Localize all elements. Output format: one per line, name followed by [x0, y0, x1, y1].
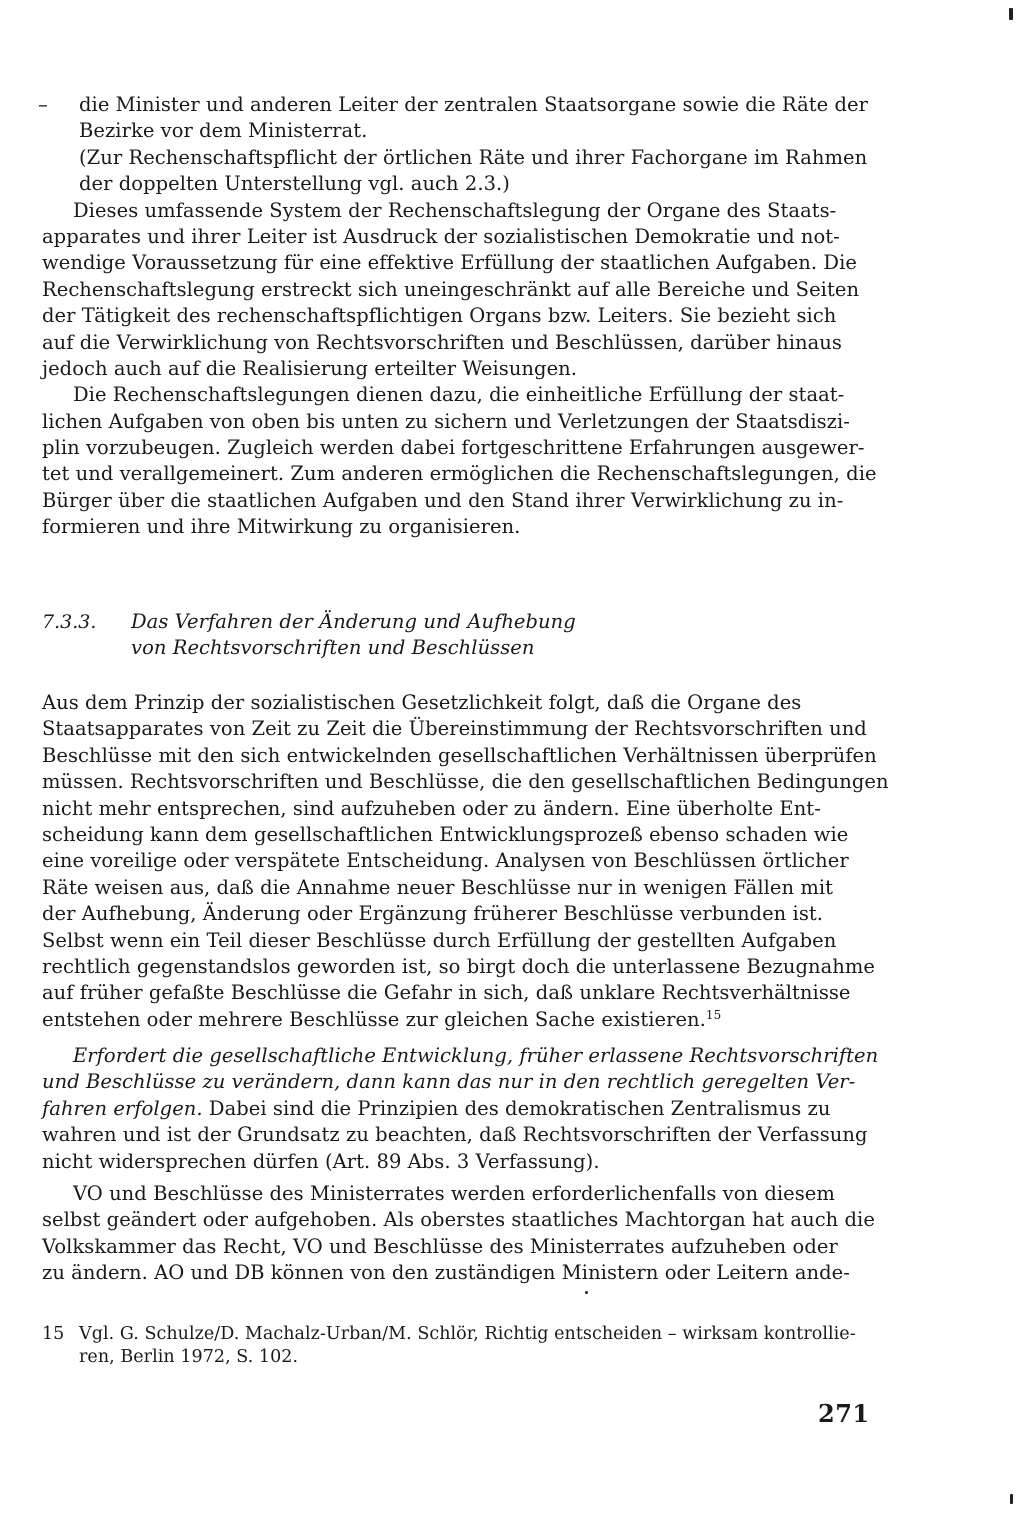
text-line: Staatsapparates von Zeit zu Zeit die Übereinstimmung der Rechtsvorschriften und [42, 717, 867, 741]
text-line-italic: und Beschlüsse zu verändern, dann kann das nur in den rechtlich geregelten Ver- [42, 1070, 856, 1094]
text-line: Räte weisen aus, daß die Annahme neuer Beschlüsse nur in wenigen Fällen mit [42, 875, 834, 899]
text-line: Selbst wenn ein Teil dieser Beschlüsse durch Erfüllung der gestellten Aufgaben [42, 928, 837, 952]
text-line: Aus dem Prinzip der sozialistischen Gesetzlichkeit folgt, daß die Organe des [42, 691, 802, 714]
text-line: selbst geändert oder aufgehoben. Als oberstes staatliches Machtorgan hat auch die [42, 1208, 875, 1232]
text-line: plin vorzubeugen. Zugleich werden dabei fortgeschrittene Erfahrungen ausgewer- [42, 436, 865, 460]
text-line: nicht widersprechen dürfen (Art. 89 Abs. 3 Verfassung). [42, 1149, 600, 1173]
scan-speck [1009, 8, 1013, 20]
top-text-block [38, 92, 877, 541]
text-line: Bezirke vor dem Ministerrat. [79, 119, 368, 143]
text-line: wahren und ist der Grundsatz zu beachten, daß Rechtsvorschriften der Verfassung [42, 1123, 868, 1147]
text-line: lichen Aufgaben von oben bis unten zu sichern und Verletzungen der Staatsdiszi- [42, 409, 850, 433]
text-line: eine voreilige oder verspätete Entscheidung. Analysen von Beschlüssen örtlicher [42, 849, 849, 873]
footnote [42, 1323, 882, 1368]
text-line: Die Rechenschaftslegungen dienen dazu, die einheitliche Erfüllung der staat- [73, 383, 845, 407]
list-dash: – [38, 93, 48, 116]
text-line: die Minister und anderen Leiter der zentralen Staatsorgane sowie die Räte der [79, 93, 868, 116]
text-line: VO und Beschlüsse des Ministerrates werden erforderlichenfalls von diesem [73, 1182, 835, 1205]
list-item-minister [38, 92, 870, 118]
scan-speck [585, 1291, 588, 1294]
footnote-text: Vgl. G. Schulze/D. Machalz-Urban/M. Schlör, Richtig entscheiden – wirksam kontrollie- [79, 1324, 856, 1344]
text-line: müssen. Rechtsvorschriften und Beschlüsse, die den gesellschaftlichen Bedingungen [42, 770, 889, 794]
italic-phrase: fahren erfolgen. [42, 1096, 203, 1120]
text-line: (Zur Rechenschaftspflicht der örtlichen Räte und ihrer Fachorgane im Rahmen [79, 145, 868, 169]
text-line: rechtlich gegenstandslos geworden ist, so birgt doch die unterlassene Bezugnahme [42, 954, 876, 978]
text-line: wendige Voraussetzung für eine effektive Erfüllung der staatlichen Aufgaben. Die [42, 251, 857, 275]
text-line-italic: Erfordert die gesellschaftliche Entwicklung, früher erlassene Rechtsvorschriften [73, 1044, 879, 1067]
text-line: der Aufhebung, Änderung oder Ergänzung früherer Beschlüsse verbunden ist. [42, 902, 824, 926]
text-line: auf die Verwirklichung von Rechtsvorschriften und Beschlüssen, darüber hinaus [42, 330, 842, 354]
section-title-line: von Rechtsvorschriften und Beschlüssen [131, 636, 535, 659]
text-line: nicht mehr entsprechen, sind aufzuheben oder zu ändern. Eine überholte Ent- [42, 796, 821, 820]
section-number: 7.3.3. [42, 611, 97, 633]
footnote-line [42, 1323, 882, 1346]
text-line: formieren und ihre Mitwirkung zu organisieren. [42, 515, 521, 539]
section-title-line: Das Verfahren der Änderung und Aufhebung [131, 610, 576, 633]
text-line [42, 1007, 870, 1033]
page-number: 271 [818, 1399, 870, 1428]
paragraph-principle [42, 690, 889, 1033]
text-line: der Tätigkeit des rechenschaftspflichtigen Organs bzw. Leiters. Sie bezieht sich [42, 304, 837, 328]
footnote-reference: 15 [705, 1007, 722, 1022]
footnote-number: 15 [42, 1324, 65, 1344]
text-line: auf früher gefaßte Beschlüsse die Gefahr in sich, daß unklare Rechtsverhältnisse [42, 981, 851, 1005]
paragraph-ministerrat [42, 1181, 875, 1287]
text-line: tet und verallgemeinert. Zum anderen ermöglichen die Rechenschaftslegungen, die [42, 462, 877, 486]
section-title [131, 609, 731, 661]
text-line: Dieses umfassende System der Rechenschaftslegung der Organe des Staats- [73, 198, 837, 222]
text-line: Beschlüsse mit den sich entwickelnden gesellschaftlichen Verhältnissen überprüfen [42, 743, 877, 767]
text-line: der doppelten Unterstellung vgl. auch 2.3.) [79, 172, 510, 196]
text-line: Rechenschaftslegung erstreckt sich uneingeschränkt auf alle Bereiche und Seiten [42, 277, 860, 301]
text-line-rest: Dabei sind die Prinzipien des demokratischen Zentralismus zu [202, 1096, 831, 1120]
text-line: zu ändern. AO und DB können von den zuständigen Ministern oder Leitern ande- [42, 1261, 850, 1285]
text-line [42, 1096, 870, 1122]
footnote-line: ren, Berlin 1972, S. 102. [79, 1346, 299, 1367]
text-line-content: entstehen oder mehrere Beschlüsse zur gleichen Sache existieren. [42, 1007, 706, 1031]
paragraph-procedure [42, 1043, 879, 1175]
scan-speck [1010, 1494, 1013, 1504]
text-line: jedoch auch auf die Realisierung erteilter Weisungen. [42, 356, 578, 380]
text-line: scheidung kann dem gesellschaftlichen Entwicklungsprozeß ebenso schaden wie [42, 822, 849, 846]
text-line: Volkskammer das Recht, VO und Beschlüsse des Ministerrates aufzuheben oder [42, 1234, 838, 1258]
text-line: Bürger über die staatlichen Aufgaben und den Stand ihrer Verwirklichung zu in- [42, 488, 844, 512]
text-line: apparates und ihrer Leiter ist Ausdruck der sozialistischen Demokratie und not- [42, 224, 840, 248]
